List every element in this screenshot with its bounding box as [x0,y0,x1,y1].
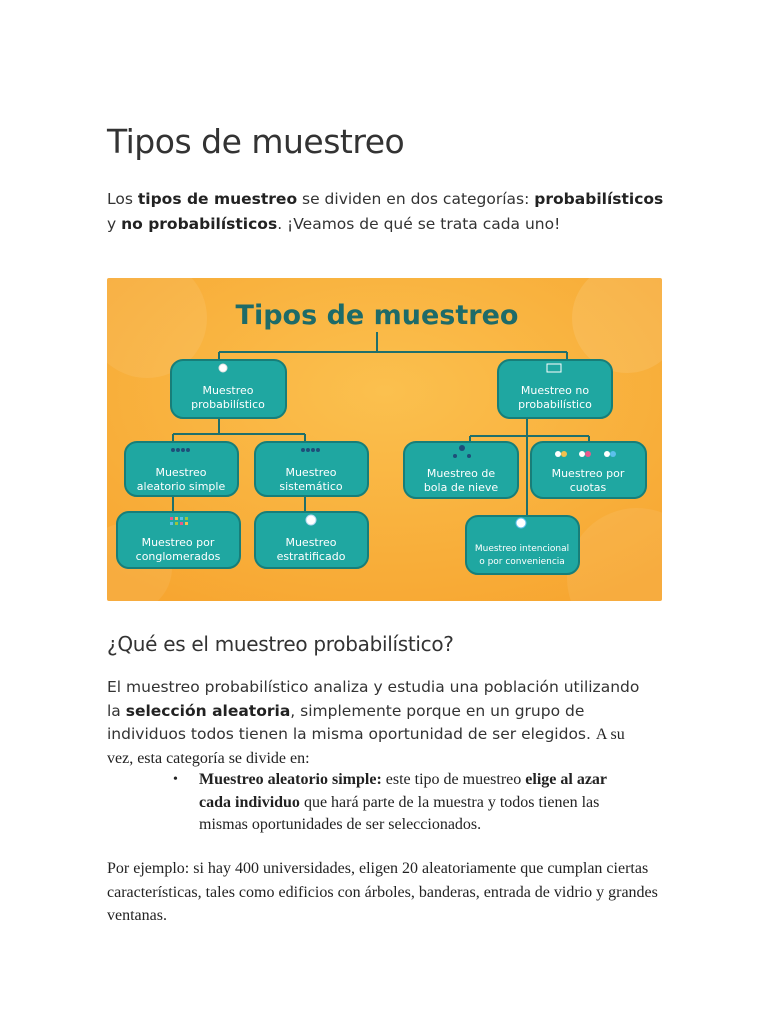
node-muestreo-no-probabilistico [498,360,612,418]
section-heading: ¿Qué es el muestreo probabilístico? [107,632,454,656]
svg-text:Muestreo por: Muestreo por [141,536,215,549]
intro-bold-tipos: tipos de muestreo [137,190,298,208]
node-muestreo-sistematico [255,442,368,496]
target-person-icon [516,518,526,528]
svg-text:Muestreo: Muestreo [202,384,254,397]
bullet-dot-icon: • [173,772,178,787]
svg-text:Muestreo por: Muestreo por [551,467,625,480]
svg-text:conglomerados: conglomerados [135,550,221,563]
svg-text:probabilístico: probabilístico [191,398,265,411]
intro-bold-no-probabilisticos: no probabilísticos [121,215,278,233]
sampling-bullet-list [173,769,623,837]
search-person-icon [306,515,316,525]
node-muestreo-intencional [466,516,579,574]
magnifier-icon [219,364,227,372]
list-item: • Muestreo aleatorio simple: este tipo de muestreo elige al azar cada individuo que hará parte de la muestra y todos tienen las mismas oportunidades de ser seleccionados. [173,771,607,833]
sampling-types-diagram [107,278,662,601]
svg-text:aleatorio simple: aleatorio simple [136,480,226,493]
intro-bold-probabilisticos: probabilísticos [534,190,664,208]
svg-text:Muestreo no: Muestreo no [520,384,590,397]
svg-text:Muestreo: Muestreo [285,536,337,549]
example-paragraph: Por ejemplo: si hay 400 universidades, eligen 20 aleatoriamente que cumplan ciertas características, tales como edificios con árboles, banderas, entrada de vidrio y grandes ventanas. [107,860,658,924]
serif-tail-text: A su vez, esta categoría se divide en: [107,726,625,767]
svg-text:o por conveniencia: o por conveniencia [479,557,565,567]
svg-text:Muestreo de: Muestreo de [426,467,496,480]
page-title: Tipos de muestreo [107,122,405,161]
node-muestreo-bola-de-nieve [404,442,518,498]
bullet-term: Muestreo aleatorio simple: [199,771,382,788]
svg-text:bola de nieve: bola de nieve [423,481,499,494]
svg-text:Muestreo: Muestreo [155,466,207,479]
svg-text:sistemático: sistemático [279,480,343,493]
node-muestreo-por-cuotas [531,442,646,498]
bold-seleccion-aleatoria: selección aleatoria [125,701,291,720]
svg-text:probabilístico: probabilístico [518,398,592,411]
node-muestreo-estratificado [255,512,368,568]
bullet-emphasis: elige al azar cada individuo [199,771,607,811]
svg-text:cuotas: cuotas [569,481,607,494]
diagram-title: Tipos de muestreo [235,300,519,331]
node-muestreo-probabilistico [171,360,286,418]
svg-text:Muestreo: Muestreo [285,466,337,479]
svg-text:Muestreo intencional: Muestreo intencional [474,544,570,554]
intro-paragraph: Los tipos de muestreo se dividen en dos categorías: probabilísticos y no probabilísticos. ¡Veamos de qué se trata cada uno! [107,190,664,233]
node-muestreo-aleatorio-simple [125,442,238,496]
section-paragraph: El muestreo probabilístico analiza y estudia una población utilizando la selección aleatoria, simplemente porque en un grupo de individuos todos tienen la misma oportunidad de ser elegidos. A su vez, esta categoría se divide en: [107,678,640,767]
svg-text:estratificado: estratificado [276,550,346,563]
node-muestreo-por-conglomerados [117,512,240,568]
